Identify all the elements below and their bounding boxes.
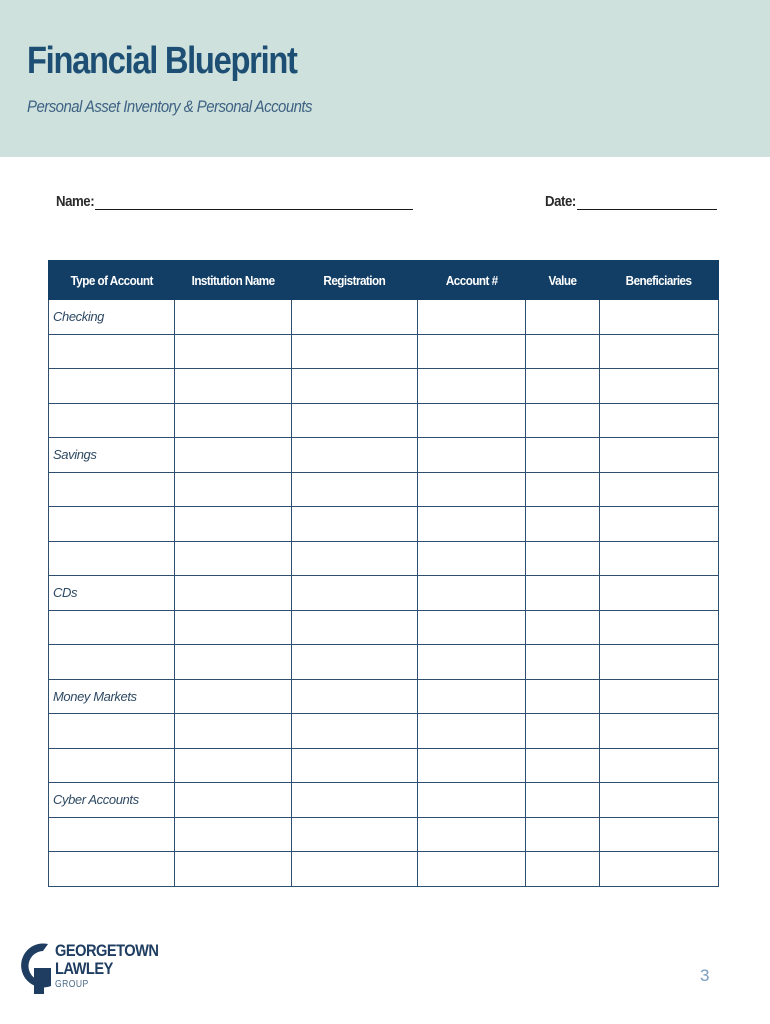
table-row — [49, 438, 719, 473]
table-cell[interactable] — [418, 334, 526, 369]
table-cell[interactable] — [175, 817, 292, 852]
table-cell[interactable] — [418, 576, 526, 611]
table-row — [49, 472, 719, 507]
account-type-cell[interactable] — [49, 369, 175, 404]
table-cell[interactable] — [526, 714, 600, 749]
table-cell[interactable] — [292, 817, 418, 852]
table-cell[interactable] — [175, 610, 292, 645]
table-cell[interactable] — [526, 507, 600, 542]
table-cell[interactable] — [175, 403, 292, 438]
table-cell[interactable] — [418, 817, 526, 852]
table-row — [49, 783, 719, 818]
table-cell[interactable] — [292, 369, 418, 404]
table-cell[interactable] — [292, 852, 418, 887]
column-header-account: Account # — [445, 272, 498, 288]
table-row — [49, 714, 719, 749]
table-cell[interactable] — [418, 369, 526, 404]
table-cell[interactable] — [526, 369, 600, 404]
table-cell[interactable] — [600, 783, 719, 818]
table-cell[interactable] — [418, 610, 526, 645]
table-cell[interactable] — [175, 507, 292, 542]
table-row — [49, 403, 719, 438]
table-row — [49, 610, 719, 645]
account-type-cell[interactable] — [49, 817, 175, 852]
table-cell[interactable] — [418, 748, 526, 783]
table-cell[interactable] — [292, 783, 418, 818]
table-cell[interactable] — [600, 610, 719, 645]
table-cell[interactable] — [175, 679, 292, 714]
account-type-cell[interactable] — [49, 714, 175, 749]
table-cell[interactable] — [175, 852, 292, 887]
account-type-cell[interactable]: Checking — [49, 300, 175, 335]
account-type-cell[interactable] — [49, 403, 175, 438]
table-cell[interactable] — [292, 748, 418, 783]
account-type-cell[interactable]: CDs — [49, 576, 175, 611]
table-cell[interactable] — [418, 714, 526, 749]
table-cell[interactable] — [175, 576, 292, 611]
table-cell[interactable] — [418, 541, 526, 576]
column-header-registration: Registration — [323, 272, 386, 288]
column-header — [418, 261, 526, 300]
page-number: 3 — [700, 966, 710, 985]
table-cell[interactable] — [526, 852, 600, 887]
table-row — [49, 679, 719, 714]
table-cell[interactable] — [526, 610, 600, 645]
table-cell[interactable] — [600, 507, 719, 542]
table-cell[interactable] — [175, 438, 292, 473]
table-cell[interactable] — [600, 472, 719, 507]
table-cell[interactable] — [175, 300, 292, 335]
account-type-cell[interactable]: Cyber Accounts — [49, 783, 175, 818]
table-cell[interactable] — [292, 472, 418, 507]
account-type-cell[interactable] — [49, 748, 175, 783]
date-label: Date: — [545, 193, 576, 210]
table-cell[interactable] — [600, 748, 719, 783]
table-cell[interactable] — [600, 679, 719, 714]
table-cell[interactable] — [526, 541, 600, 576]
account-type-cell[interactable] — [49, 334, 175, 369]
column-header — [526, 261, 600, 300]
logo-text — [55, 942, 158, 992]
account-type-cell[interactable] — [49, 472, 175, 507]
table-row — [49, 748, 719, 783]
table-cell[interactable] — [600, 334, 719, 369]
account-type-cell[interactable] — [49, 852, 175, 887]
table-cell[interactable] — [175, 472, 292, 507]
table-cell[interactable] — [175, 541, 292, 576]
column-header-institution: Institution Name — [191, 272, 275, 288]
account-type-cell[interactable] — [49, 507, 175, 542]
table-row — [49, 541, 719, 576]
table-cell[interactable] — [418, 783, 526, 818]
column-header — [292, 261, 418, 300]
table-cell[interactable] — [292, 714, 418, 749]
logo-g-icon — [18, 938, 58, 998]
table-cell[interactable] — [175, 645, 292, 680]
column-header-type: Type of Account — [70, 272, 153, 288]
table-cell[interactable] — [292, 438, 418, 473]
table-cell[interactable] — [526, 679, 600, 714]
account-type-cell[interactable] — [49, 541, 175, 576]
table-cell[interactable] — [175, 748, 292, 783]
table-cell[interactable] — [175, 714, 292, 749]
table-cell[interactable] — [600, 576, 719, 611]
table-cell[interactable] — [526, 748, 600, 783]
table-cell[interactable] — [600, 852, 719, 887]
table-cell[interactable] — [175, 334, 292, 369]
table-cell[interactable] — [175, 783, 292, 818]
table-cell[interactable] — [600, 817, 719, 852]
page-title: Financial Blueprint — [27, 40, 297, 82]
table-header-row — [49, 261, 719, 300]
name-label: Name: — [56, 193, 95, 210]
table-cell[interactable] — [600, 300, 719, 335]
table-cell[interactable] — [418, 403, 526, 438]
table-cell[interactable] — [600, 541, 719, 576]
page-header — [0, 0, 770, 157]
column-header — [175, 261, 292, 300]
table-cell[interactable] — [292, 507, 418, 542]
table-cell[interactable] — [292, 300, 418, 335]
table-cell[interactable] — [418, 438, 526, 473]
table-cell[interactable] — [600, 438, 719, 473]
name-line[interactable] — [95, 195, 413, 210]
table-cell[interactable] — [526, 817, 600, 852]
account-type-cell[interactable]: Savings — [49, 438, 175, 473]
table-cell[interactable] — [526, 472, 600, 507]
table-cell[interactable] — [526, 576, 600, 611]
table-cell[interactable] — [526, 403, 600, 438]
table-cell[interactable] — [526, 334, 600, 369]
table-row — [49, 369, 719, 404]
date-line[interactable] — [577, 195, 717, 210]
column-header-value: Value — [548, 272, 577, 288]
table-cell[interactable] — [292, 610, 418, 645]
table-cell[interactable] — [526, 300, 600, 335]
table-cell[interactable] — [418, 507, 526, 542]
column-header — [600, 261, 719, 300]
column-header — [49, 261, 175, 300]
table-row — [49, 645, 719, 680]
table-cell[interactable] — [292, 679, 418, 714]
table-row — [49, 300, 719, 335]
table-cell[interactable] — [292, 645, 418, 680]
table-cell[interactable] — [526, 645, 600, 680]
table-row — [49, 507, 719, 542]
table-cell[interactable] — [600, 645, 719, 680]
logo-line-2: LAWLEY — [55, 959, 113, 978]
table-cell[interactable] — [292, 403, 418, 438]
table-row — [49, 817, 719, 852]
table-cell[interactable] — [418, 679, 526, 714]
date-field[interactable] — [545, 190, 717, 210]
table-cell[interactable] — [418, 300, 526, 335]
table-cell[interactable] — [175, 369, 292, 404]
table-row — [49, 576, 719, 611]
table-cell[interactable] — [292, 541, 418, 576]
table-cell[interactable] — [600, 714, 719, 749]
account-type-cell[interactable] — [49, 645, 175, 680]
table-cell[interactable] — [600, 403, 719, 438]
table-row — [49, 852, 719, 887]
table-cell[interactable] — [418, 645, 526, 680]
account-type-cell[interactable]: Money Markets — [49, 679, 175, 714]
table-cell[interactable] — [418, 852, 526, 887]
logo-line-3: GROUP — [55, 979, 89, 990]
accounts-table — [48, 260, 719, 887]
page-subtitle: Personal Asset Inventory & Personal Accounts — [27, 97, 312, 116]
table-cell[interactable] — [292, 334, 418, 369]
logo-line-1: GEORGETOWN — [55, 941, 159, 960]
table-cell[interactable] — [600, 369, 719, 404]
table-cell[interactable] — [526, 783, 600, 818]
table-cell[interactable] — [526, 438, 600, 473]
table-cell[interactable] — [418, 472, 526, 507]
table-cell[interactable] — [292, 576, 418, 611]
name-field[interactable] — [56, 190, 413, 210]
column-header-beneficiaries: Beneficiaries — [626, 272, 692, 288]
table-row — [49, 334, 719, 369]
account-type-cell[interactable] — [49, 610, 175, 645]
